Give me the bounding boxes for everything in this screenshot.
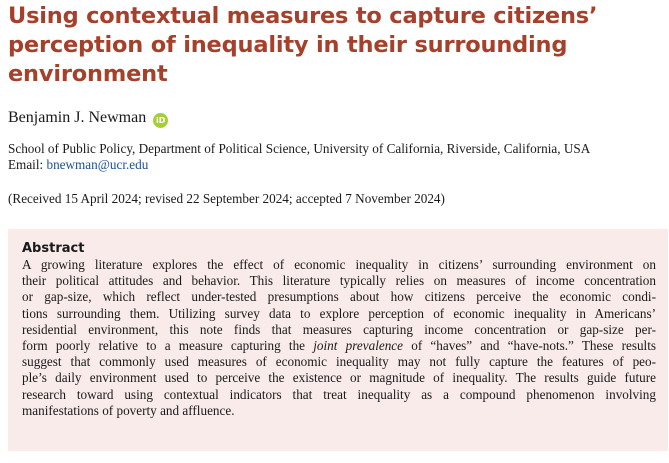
abstract-line: or gap-size, which reflect under-tested presumptions about how citizens perceive the economic condi- (22, 289, 656, 305)
author-line (8, 108, 168, 128)
abstract-line: research toward using contextual indicators that treat inequality as a compound phenomenon involving (22, 386, 656, 402)
abstract-line: ple’s daily environment used to perceive the existence or magnitude of inequality. The results guide future (22, 370, 656, 386)
author-name: Benjamin J. Newman (8, 109, 147, 126)
abstract-line: manifestations of poverty and affluence. (22, 402, 235, 418)
abstract-box (8, 229, 668, 451)
publication-dates: (Received 15 April 2024; revised 22 September 2024; accepted 7 November 2024) (8, 191, 445, 206)
article-title: Using contextual measures to capture citizens’ perception of inequality in their surrounding environment (8, 3, 598, 87)
author-email-line (8, 156, 148, 173)
email-label: Email: (8, 157, 44, 172)
abstract-line: tions surrounding them. Utilizing survey data to explore perception of economic inequality in Americans’ (22, 305, 656, 321)
abstract-line: A growing literature explores the effect of economic inequality in citizens’ surrounding environment on (22, 257, 656, 272)
abstract-line: their political attitudes and behavior. This literature typically relies on measures of income concentration (22, 273, 656, 289)
abstract-line (22, 338, 656, 354)
orcid-icon[interactable]: iD (153, 113, 168, 128)
abstract-heading: Abstract (22, 241, 85, 256)
abstract-emphasis: joint prevalence (313, 338, 404, 354)
author-affiliation: School of Public Policy, Department of Political Science, University of California, Riverside, California, USA (8, 141, 591, 156)
abstract-line-part: form poorly relative to a measure capturing the (22, 338, 306, 354)
abstract-line-part: of “haves” and “have-nots.” These results (411, 338, 657, 354)
abstract-text (22, 257, 656, 419)
abstract-line: residential environment, this note finds that measures capturing income concentration or gap-size per- (22, 321, 656, 337)
email-link[interactable]: bnewman@ucr.edu (46, 157, 149, 172)
abstract-line: suggest that commonly used measures of economic inequality may not fully capture the features of peo- (22, 354, 656, 370)
